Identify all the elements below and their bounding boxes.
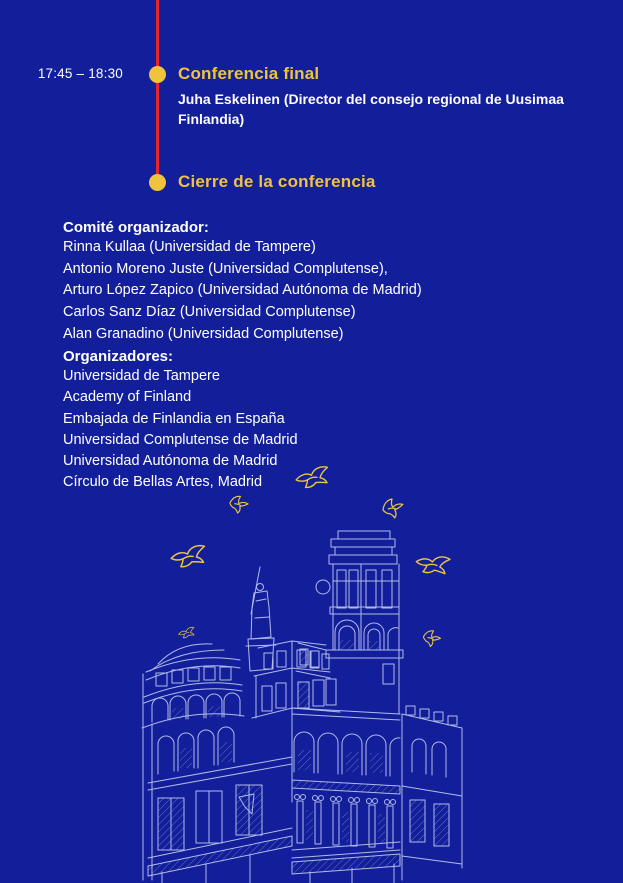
- organizer-item: Academy of Finland: [63, 389, 192, 406]
- bird-icon: [421, 628, 442, 648]
- committee-member: Arturo López Zapico (Universidad Autónoma de Madrid): [63, 282, 422, 299]
- organizers-list: [63, 366, 298, 494]
- bird-icon: [383, 499, 403, 518]
- committee-member: Rinna Kullaa (Universidad de Tampere): [63, 239, 316, 255]
- timeline-line: [156, 0, 159, 182]
- event-time: 17:45 – 18:30: [37, 66, 123, 81]
- bird-icon: [295, 466, 331, 489]
- organizer-item: Universidad Autónoma de Madrid: [63, 453, 278, 470]
- organizers-section: [63, 348, 298, 494]
- committee-list: [63, 237, 422, 346]
- committee-member: Antonio Moreno Juste (Universidad Complutense),: [63, 260, 388, 277]
- bird-icon: [178, 627, 196, 639]
- bird-icon: [228, 494, 250, 515]
- event-title-closing: Cierre de la conferencia: [178, 172, 376, 191]
- organizers-heading: Organizadores:: [63, 348, 174, 365]
- organizer-item: Universidad de Tampere: [63, 368, 220, 384]
- committee-member: Carlos Sanz Díaz (Universidad Complutense): [63, 304, 356, 321]
- event-title-final-conference: Conferencia final: [178, 64, 320, 83]
- committee-heading: Comité organizador:: [63, 219, 209, 236]
- organizer-item: Universidad Complutense de Madrid: [63, 431, 298, 448]
- building-sketch: [142, 531, 462, 883]
- organizing-committee-section: [63, 219, 422, 346]
- organizer-item: Embajada de Finlandia en España: [63, 410, 285, 427]
- speaker-line: Juha Eskelinen (Director del consejo regional de Uusimaa: [178, 91, 564, 107]
- speaker-line: Finlandia): [178, 110, 245, 127]
- bird-icon: [415, 553, 450, 575]
- bird-icon: [170, 545, 207, 568]
- organizer-item: Círculo de Bellas Artes, Madrid: [63, 474, 263, 491]
- timeline-dot: [149, 66, 166, 83]
- event-speaker: [178, 90, 564, 129]
- timeline-dot: [149, 174, 166, 191]
- committee-member: Alan Granadino (Universidad Complutense): [63, 325, 344, 342]
